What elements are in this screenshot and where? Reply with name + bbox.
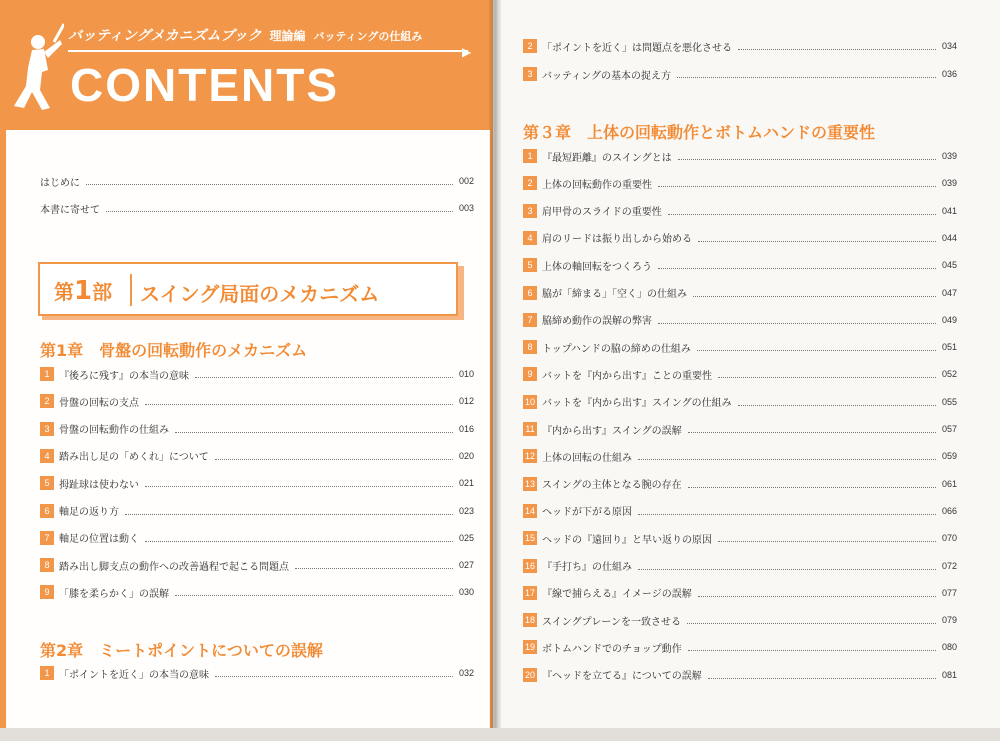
item-number-badge: 3 (40, 422, 54, 436)
item-number-badge: 5 (40, 476, 54, 490)
item-page-number: 049 (941, 314, 957, 325)
item-page-number: 059 (941, 451, 957, 462)
item-number-badge: 11 (523, 422, 537, 436)
toc-row[interactable] (523, 366, 957, 382)
toc-row[interactable] (523, 312, 957, 328)
item-number-badge: 8 (40, 558, 54, 572)
toc-row[interactable] (523, 558, 957, 574)
leader-dots (738, 42, 936, 50)
item-number-badge: 2 (523, 176, 537, 190)
leader-dots (638, 507, 936, 515)
leader-dots (175, 588, 453, 596)
item-page-number: 036 (941, 69, 957, 79)
item-number-badge: 16 (524, 560, 535, 571)
leader-dots (668, 207, 936, 215)
item-title: 『ヘッドを立てる』についての誤解 (542, 671, 702, 683)
item-title: 「膝を柔らかく」の誤解 (59, 588, 169, 600)
toc-row[interactable] (40, 448, 474, 464)
item-page-number: 012 (458, 396, 474, 407)
item-number-badge: 3 (523, 67, 537, 81)
item-number-badge: 15 (524, 533, 535, 544)
item-number-badge: 1 (40, 666, 54, 680)
toc-row[interactable] (523, 175, 957, 191)
item-number-badge: 8 (523, 340, 537, 354)
item-page-number: 032 (458, 668, 474, 678)
item-title: ボトムハンドでのチョップ動作 (542, 643, 682, 655)
item-page-number: 025 (458, 532, 474, 543)
item-title: 脇締め動作の誤解の弊害 (542, 316, 652, 328)
toc-row[interactable] (40, 421, 474, 437)
toc-row[interactable] (523, 585, 957, 601)
item-title: 上体の軸回転をつくろう (542, 261, 652, 273)
toc-row[interactable] (40, 475, 474, 491)
item-page-number: 039 (941, 178, 957, 189)
item-page-number: 080 (941, 642, 957, 653)
item-page-number: 061 (941, 478, 957, 489)
series-title: バッティングメカニズムブック 理論編 バッティングの仕組み (68, 28, 423, 44)
item-title: 軸足の返り方 (59, 507, 119, 518)
toc-row[interactable] (523, 476, 957, 492)
toc-row[interactable] (523, 639, 957, 655)
item-page-number: 045 (941, 260, 957, 271)
leader-dots (638, 562, 936, 570)
item-title: スイングの主体となる腕の存在 (542, 480, 682, 492)
item-page-number: 030 (458, 587, 474, 598)
item-title: バットを『内から出す』スイングの仕組み (542, 398, 732, 410)
leader-dots (693, 289, 936, 297)
item-number-badge: 6 (523, 286, 537, 300)
toc-row[interactable] (523, 612, 957, 628)
item-page-number: 077 (941, 587, 957, 598)
toc-row[interactable] (523, 203, 957, 219)
leader-dots (195, 370, 453, 378)
item-number-badge: 13 (524, 478, 535, 489)
item-number-badge: 6 (40, 504, 54, 518)
leader-dots (688, 480, 936, 488)
toc-row[interactable] (40, 665, 474, 681)
item-page-number: 041 (941, 205, 957, 216)
item-number-badge: 7 (40, 531, 54, 545)
item-title: ヘッドの『遠回り』と早い返りの原因 (542, 534, 712, 546)
item-title: スイングプレーンを一致させる (542, 616, 681, 628)
item-title: ヘッドが下がる原因 (542, 507, 632, 519)
batter-silhouette-icon (4, 20, 64, 112)
leader-dots (145, 397, 453, 405)
toc-row[interactable] (40, 393, 474, 409)
item-page-number: 044 (941, 232, 957, 243)
item-page-number: 057 (941, 424, 957, 434)
leader-dots (738, 398, 936, 406)
item-page-number: 020 (458, 450, 474, 461)
item-page-number: 055 (941, 396, 957, 407)
item-title: 肩甲骨のスライドの重要性 (542, 207, 662, 219)
subtitle: 理論編 (269, 29, 306, 43)
item-number-badge: 1 (40, 367, 54, 381)
leader-dots (638, 452, 936, 460)
toc-row[interactable] (40, 530, 474, 546)
page-edge (0, 728, 1000, 741)
part-title: スイング局面のメカニズム (140, 282, 380, 306)
leader-dots (698, 589, 936, 597)
leader-dots (215, 452, 453, 460)
toc-row[interactable] (523, 285, 957, 301)
leader-dots (697, 343, 936, 351)
item-number-badge: 9 (523, 367, 537, 381)
item-title: 肩のリードは振り出しから始める (542, 234, 692, 246)
chapter-2-title: 第2章 ミートポイントについての誤解 (40, 641, 323, 660)
item-number-badge: 20 (524, 669, 535, 680)
toc-row[interactable] (523, 667, 957, 683)
item-title: トップハンドの脇の締めの仕組み (542, 343, 691, 355)
toc-row[interactable] (40, 557, 474, 573)
item-page-number: 051 (941, 342, 957, 353)
leader-dots (687, 616, 936, 624)
item-title: 踏み出し脚支点の動作への改善過程で起こる問題点 (59, 561, 289, 573)
toc-row[interactable] (523, 148, 957, 164)
leader-dots (295, 561, 453, 569)
leader-dots (175, 425, 453, 433)
item-number-badge: 14 (524, 505, 535, 516)
leader-dots (658, 179, 936, 187)
item-page-number: 072 (941, 560, 957, 571)
toc-row[interactable] (523, 448, 957, 464)
leader-dots (678, 152, 936, 160)
leader-dots (215, 669, 453, 677)
item-number-badge: 18 (524, 615, 535, 626)
item-page-number: 052 (941, 369, 957, 380)
item-title: 『手打ち』の仕組み (542, 562, 632, 573)
leader-dots (698, 234, 936, 242)
item-number-badge: 17 (524, 587, 535, 598)
leader-dots (658, 316, 936, 324)
chapter-3-title: 第３章 上体の回転動作とボトムハンドの重要性 (523, 123, 876, 142)
item-title: 踏み出し足の「めくれ」について (59, 452, 209, 464)
toc-row[interactable] (523, 503, 957, 519)
part-number-label: 第1部 (54, 276, 113, 306)
item-number-badge: 7 (523, 313, 537, 327)
item-number-badge: 9 (40, 585, 54, 599)
leader-dots (708, 671, 936, 679)
leader-dots (145, 534, 453, 542)
item-title: 「ポイントを近く」の本当の意味 (59, 669, 209, 681)
toc-row[interactable] (523, 66, 957, 82)
leader-dots (677, 70, 936, 78)
header-rule (68, 50, 468, 52)
toc-row[interactable] (523, 38, 957, 54)
item-title: 『後ろに残す』の本当の意味 (59, 370, 189, 382)
item-page-number: 023 (458, 505, 474, 516)
toc-row[interactable] (40, 366, 474, 382)
toc-row[interactable] (523, 257, 957, 273)
item-page-number: 010 (458, 369, 474, 379)
leader-dots (718, 370, 936, 378)
item-title: 上体の回転の仕組み (542, 452, 632, 464)
item-title: 「ポイントを近く」は問題点を悪化させる (542, 42, 732, 54)
contents-title: CONTENTS (70, 59, 339, 111)
toc-row-intro-2[interactable]: 本書に寄せて 003 (40, 203, 474, 216)
item-number-badge: 1 (523, 149, 537, 163)
book-gutter (489, 0, 501, 741)
item-title: バットを『内から出す』ことの重要性 (542, 370, 712, 382)
item-page-number: 039 (941, 151, 957, 161)
item-title: 『内から出す』スイングの誤解 (542, 425, 682, 437)
item-title: 骨盤の回転動作の仕組み (59, 425, 169, 437)
toc-row[interactable] (523, 394, 957, 410)
item-title: 『最短距離』のスイングとは (542, 152, 672, 164)
item-number-badge: 3 (523, 204, 537, 218)
toc-row[interactable] (40, 503, 474, 519)
arrow-right-icon: ▶ (462, 45, 472, 59)
item-title: 拇趾球は使わない (59, 479, 139, 491)
subtitle2: バッティングの仕組み (313, 30, 423, 43)
toc-row[interactable] (523, 421, 957, 437)
item-page-number: 047 (941, 287, 957, 298)
leader-dots (688, 425, 936, 433)
toc-row[interactable] (523, 230, 957, 246)
item-title: 骨盤の回転の支点 (59, 397, 139, 409)
toc-row-intro-1[interactable]: はじめに 002 (40, 176, 474, 189)
item-number-badge: 2 (40, 394, 54, 408)
item-page-number: 079 (941, 615, 957, 626)
leader-dots (658, 261, 936, 269)
item-page-number: 066 (941, 505, 957, 516)
item-number-badge: 4 (523, 231, 537, 245)
item-title: 『線で捕らえる』イメージの誤解 (542, 589, 692, 601)
part-heading (38, 262, 458, 316)
item-number-badge: 10 (524, 396, 535, 407)
item-number-badge: 2 (523, 39, 537, 53)
item-page-number: 027 (458, 560, 474, 571)
leader-dots (125, 507, 453, 515)
leader-dots (688, 643, 936, 651)
item-number-badge: 19 (524, 642, 535, 653)
item-title: 軸足の位置は動く (59, 534, 139, 546)
item-number-badge: 12 (524, 451, 535, 462)
item-number-badge: 5 (523, 258, 537, 272)
toc-row[interactable] (523, 339, 957, 355)
item-page-number: 016 (458, 423, 474, 434)
chapter-1-title: 第1章 骨盤の回転動作のメカニズム (40, 341, 308, 360)
item-title: 脇が「締まる」「空く」の仕組み (542, 289, 687, 300)
item-title: 上体の回転動作の重要性 (542, 179, 652, 191)
leader-dots (718, 534, 936, 542)
item-number-badge: 4 (40, 449, 54, 463)
leader-dots (145, 479, 453, 487)
item-page-number: 070 (941, 533, 957, 544)
toc-row[interactable] (523, 530, 957, 546)
toc-row[interactable] (40, 584, 474, 600)
item-title: バッティングの基本の捉え方 (542, 70, 671, 82)
item-page-number: 021 (458, 478, 474, 489)
item-page-number: 034 (941, 41, 957, 51)
item-page-number: 081 (941, 669, 957, 680)
